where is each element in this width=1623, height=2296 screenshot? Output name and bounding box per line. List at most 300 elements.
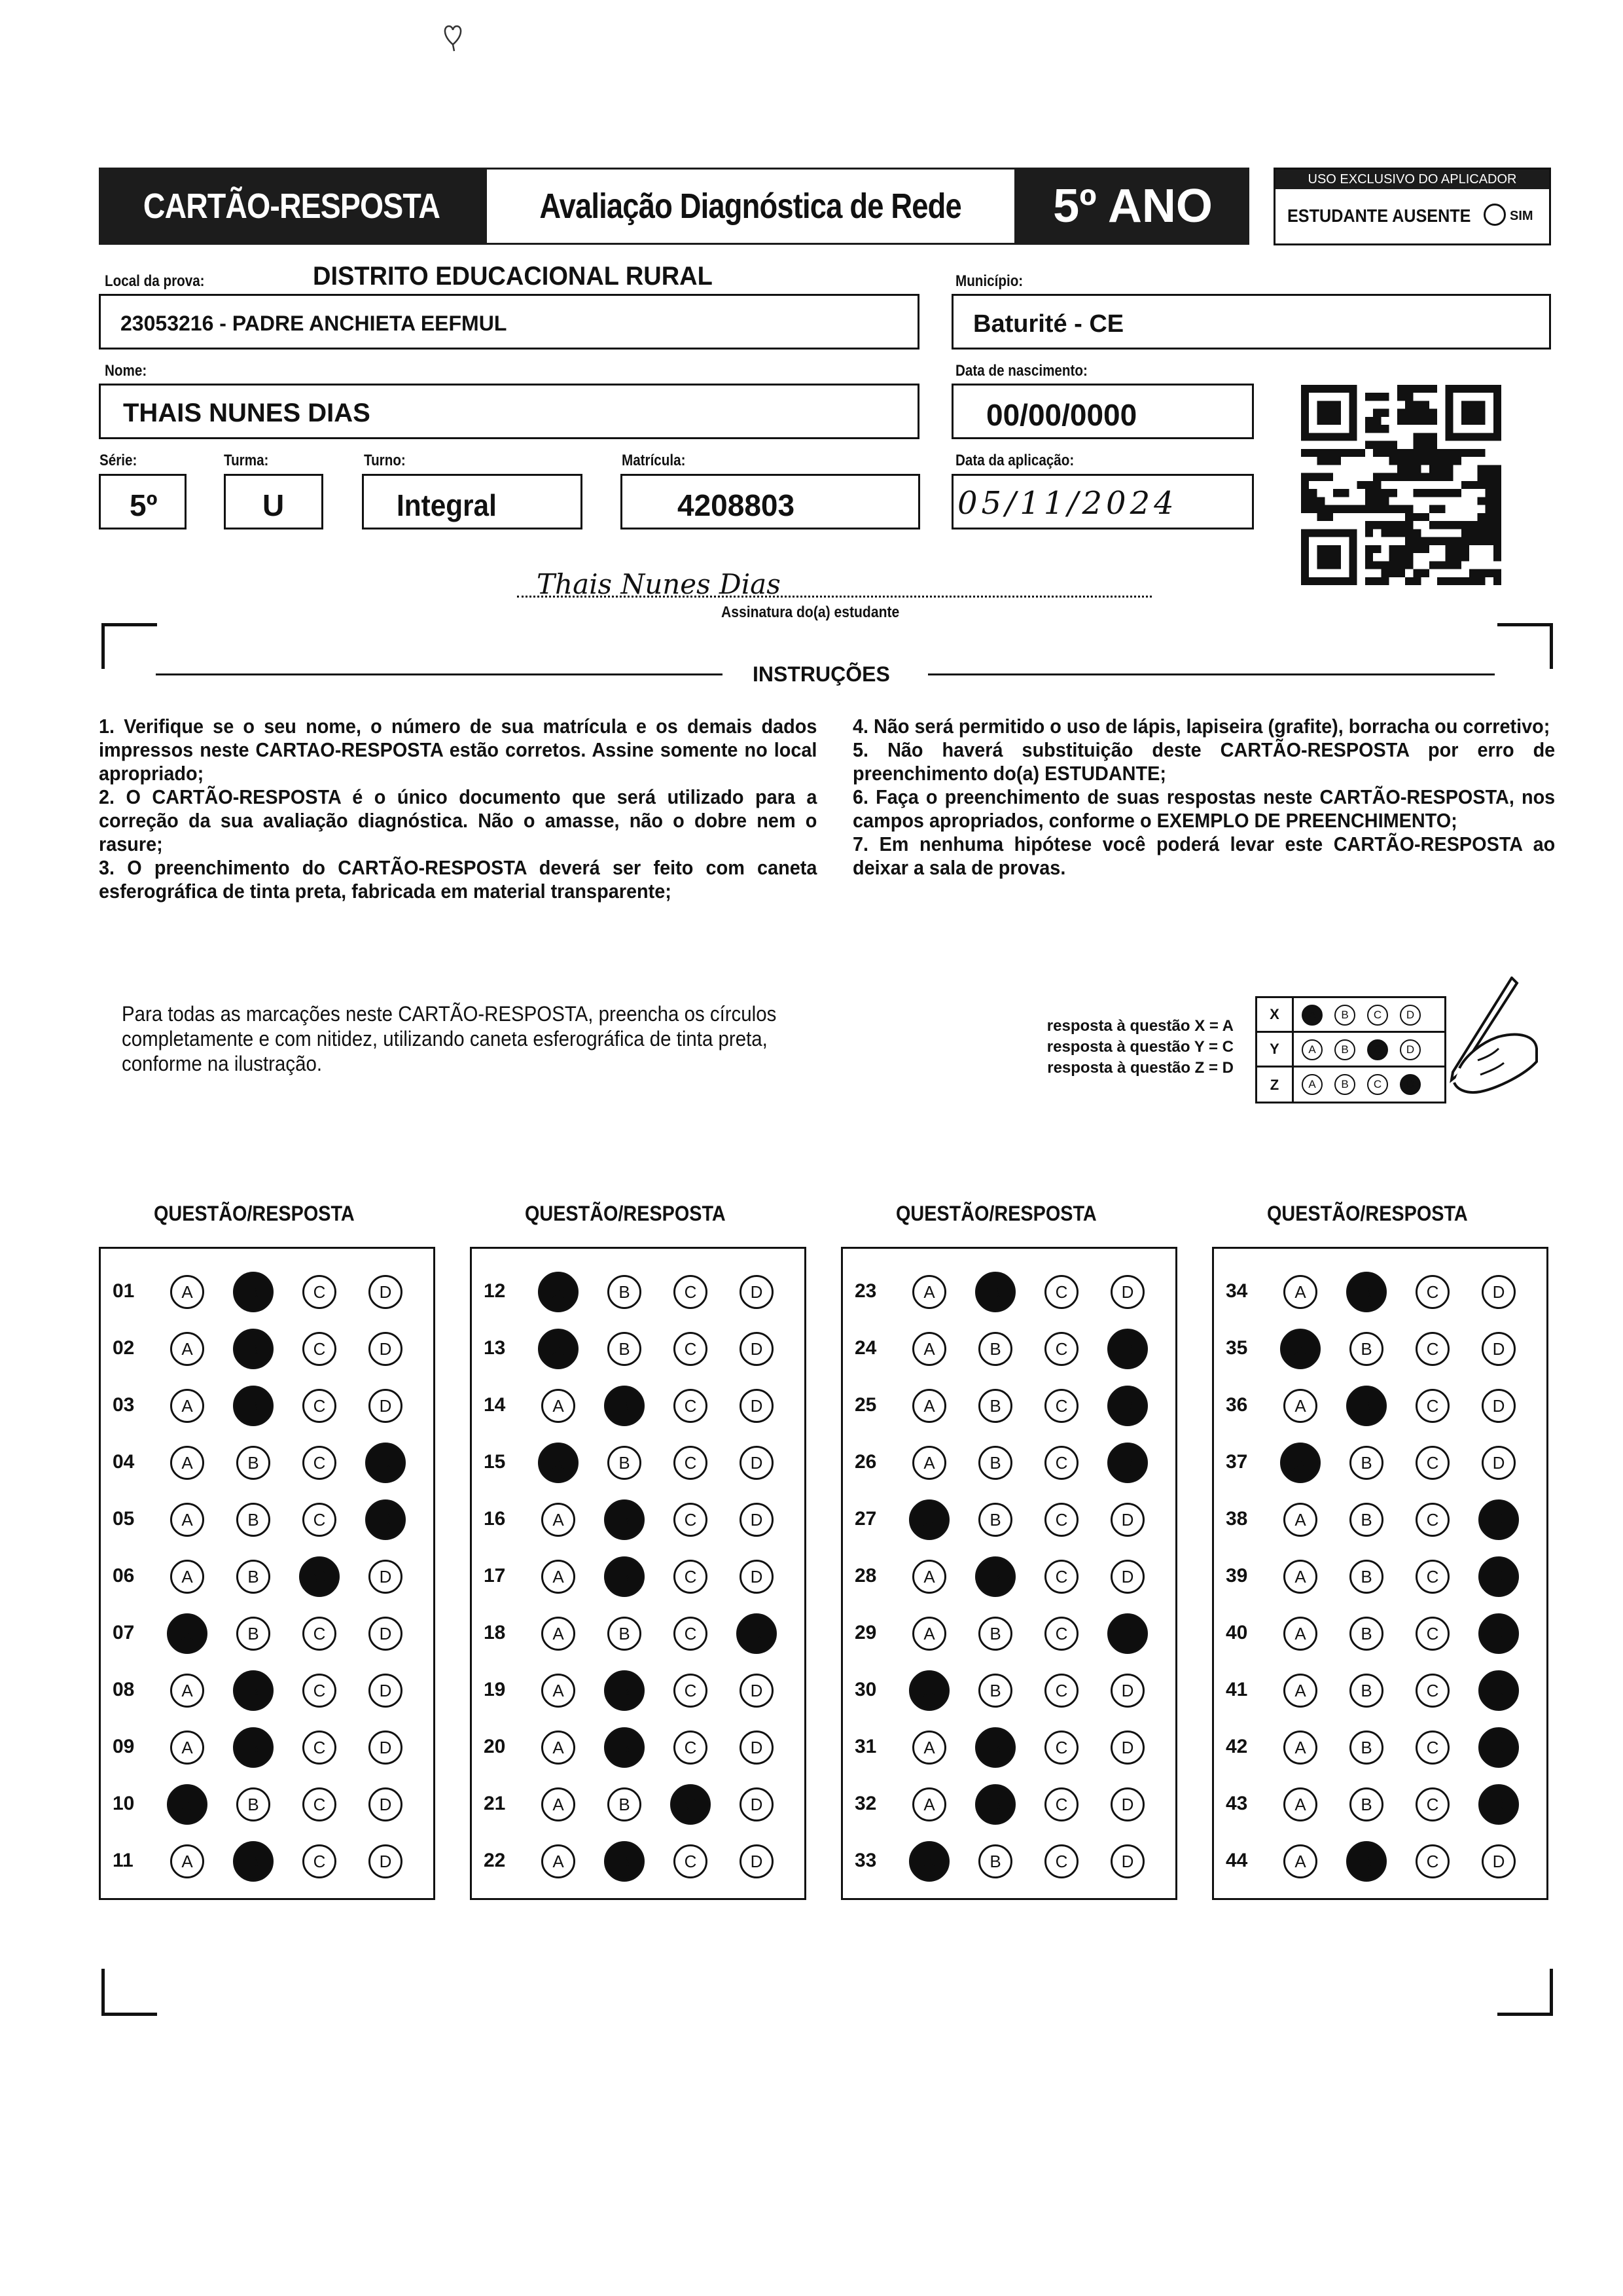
answer-bubble-c[interactable]: C <box>1044 1617 1079 1651</box>
question-row-32 <box>843 1784 1175 1823</box>
answer-bubble-c[interactable]: C <box>1416 1787 1450 1821</box>
answer-bubble-a[interactable]: A <box>541 1389 575 1423</box>
answer-bubble-c[interactable]: C <box>1416 1560 1450 1594</box>
answer-bubble-b[interactable]: B <box>236 1617 270 1651</box>
question-number: 39 <box>1226 1565 1248 1587</box>
matricula-value: 4208803 <box>677 488 795 522</box>
answer-bubble-c[interactable]: C <box>302 1446 336 1480</box>
question-row-15 <box>472 1442 804 1481</box>
answer-bubble-d[interactable]: D <box>1111 1503 1145 1537</box>
question-number: 03 <box>113 1394 135 1416</box>
answer-bubble-b[interactable]: B <box>607 1332 641 1366</box>
answer-bubble-a[interactable]: A <box>909 1499 950 1540</box>
question-row-10 <box>101 1784 433 1823</box>
corner-mark-br-v <box>1550 1969 1553 2016</box>
answer-bubble-d[interactable]: D <box>1478 1613 1519 1654</box>
answer-bubble-c[interactable]: C <box>1044 1674 1079 1708</box>
qr-code-icon <box>1301 385 1501 585</box>
instruction-2: 2. O CARTÃO-RESPOSTA é o único documento que será utilizado para a correção da sua avaliação diagnóstica. Não o amasse, não o dobre nem o rasure; <box>99 785 817 855</box>
question-number: 17 <box>484 1565 506 1587</box>
nome-field[interactable] <box>99 384 919 439</box>
answer-bubble-d[interactable]: D <box>368 1560 402 1594</box>
instructions-rule-left <box>156 673 722 675</box>
answer-bubble-c[interactable]: C <box>673 1731 707 1765</box>
answer-bubble-d[interactable]: D <box>1478 1727 1519 1768</box>
answer-bubble-d[interactable]: D <box>1107 1613 1148 1654</box>
question-number: 18 <box>484 1622 506 1643</box>
answer-bubble-d[interactable]: D <box>740 1844 774 1878</box>
question-number: 35 <box>1226 1337 1248 1359</box>
answer-bubble-d[interactable]: D <box>740 1787 774 1821</box>
question-row-16 <box>472 1499 804 1538</box>
answer-bubble-a[interactable]: A <box>912 1731 946 1765</box>
answer-bubble-d[interactable]: D <box>740 1332 774 1366</box>
question-number: 23 <box>855 1280 877 1302</box>
answer-bubble-c[interactable]: C <box>1416 1731 1450 1765</box>
question-number: 29 <box>855 1622 877 1643</box>
question-row-11 <box>101 1840 433 1880</box>
answer-bubble-a[interactable]: A <box>1283 1617 1317 1651</box>
answer-bubble-c[interactable]: C <box>1044 1332 1079 1366</box>
column-header: QUESTÃO/RESPOSTA <box>525 1202 726 1225</box>
answer-bubble-c[interactable]: C <box>1416 1503 1450 1537</box>
example-row-x <box>1257 998 1444 1033</box>
answer-bubble-a[interactable]: A <box>170 1275 204 1309</box>
answer-bubble-b[interactable]: B <box>604 1556 645 1597</box>
question-number: 42 <box>1226 1736 1248 1757</box>
answer-bubble-c[interactable]: C <box>1044 1844 1079 1878</box>
question-number: 31 <box>855 1736 877 1757</box>
example-bubble-b: B <box>1334 1074 1355 1095</box>
answer-bubble-b[interactable]: B <box>604 1841 645 1882</box>
answer-bubble-b[interactable]: B <box>975 1272 1016 1312</box>
answer-bubble-d[interactable]: D <box>1111 1844 1145 1878</box>
question-row-38 <box>1214 1499 1546 1538</box>
answer-bubble-d[interactable]: D <box>740 1389 774 1423</box>
question-row-25 <box>843 1385 1175 1424</box>
answer-bubble-c[interactable]: C <box>302 1332 336 1366</box>
question-number: 05 <box>113 1508 135 1530</box>
answer-bubble-b[interactable]: B <box>233 1727 274 1768</box>
example-bubble-b: B <box>1334 1039 1355 1060</box>
answer-bubble-a[interactable]: A <box>541 1674 575 1708</box>
answer-bubble-d[interactable]: D <box>365 1499 406 1540</box>
turno-label: Turno: <box>364 452 406 469</box>
answer-bubble-d[interactable]: D <box>1482 1446 1516 1480</box>
example-row-label: Z <box>1257 1067 1294 1102</box>
question-row-44 <box>1214 1840 1546 1880</box>
question-row-33 <box>843 1840 1175 1880</box>
instruction-6: 6. Faça o preenchimento de suas respostas neste CARTÃO-RESPOSTA, nos campos apropriados, conforme o EXEMPLO DE PREENCHIMENTO; <box>853 785 1556 832</box>
answer-bubble-b[interactable]: B <box>236 1560 270 1594</box>
answer-bubble-d[interactable]: D <box>1482 1332 1516 1366</box>
answer-bubble-b[interactable]: B <box>978 1674 1012 1708</box>
answer-bubble-b[interactable]: B <box>978 1617 1012 1651</box>
answer-bubble-a[interactable]: A <box>912 1787 946 1821</box>
answer-bubble-d[interactable]: D <box>740 1503 774 1537</box>
signature: Thais Nunes Dias <box>537 568 781 600</box>
example-bubble-d: D <box>1400 1039 1421 1060</box>
answer-bubble-c[interactable]: C <box>1044 1503 1079 1537</box>
answer-bubble-c[interactable]: C <box>673 1617 707 1651</box>
question-row-19 <box>472 1670 804 1709</box>
answer-bubble-b[interactable]: B <box>1349 1731 1383 1765</box>
question-row-43 <box>1214 1784 1546 1823</box>
answer-bubble-b[interactable]: B <box>978 1503 1012 1537</box>
question-row-14 <box>472 1385 804 1424</box>
answer-bubble-d[interactable]: D <box>736 1613 777 1654</box>
question-row-06 <box>101 1556 433 1595</box>
answer-bubble-c[interactable]: C <box>299 1556 340 1597</box>
answer-bubble-b[interactable]: B <box>607 1275 641 1309</box>
turno-value: Integral <box>397 488 497 522</box>
answer-bubble-d[interactable]: D <box>368 1275 402 1309</box>
turma-label: Turma: <box>224 452 269 469</box>
answer-bubble-d[interactable]: D <box>740 1275 774 1309</box>
answer-bubble-a[interactable]: A <box>912 1389 946 1423</box>
answer-bubble-a[interactable]: A <box>1280 1443 1321 1483</box>
answer-bubble-c[interactable]: C <box>302 1275 336 1309</box>
question-row-40 <box>1214 1613 1546 1652</box>
question-row-26 <box>843 1442 1175 1481</box>
answer-bubble-a[interactable]: A <box>912 1560 946 1594</box>
answer-bubble-a[interactable]: A <box>1283 1674 1317 1708</box>
answer-bubble-c[interactable]: C <box>1044 1275 1079 1309</box>
local-header: DISTRITO EDUCACIONAL RURAL <box>313 262 713 291</box>
example-legend-y: resposta à questão Y = C <box>1046 1038 1234 1056</box>
hand-pen-icon <box>1420 977 1538 1107</box>
answer-bubble-b[interactable]: B <box>233 1329 274 1369</box>
answer-bubble-a[interactable]: A <box>538 1272 579 1312</box>
answer-bubble-a[interactable]: A <box>912 1332 946 1366</box>
answer-bubble-c[interactable]: C <box>1416 1617 1450 1651</box>
answer-bubble-c[interactable]: C <box>673 1560 707 1594</box>
answer-bubble-a[interactable]: A <box>1280 1329 1321 1369</box>
answer-bubble-a[interactable]: A <box>538 1443 579 1483</box>
question-row-12 <box>472 1271 804 1310</box>
municipio-value: Baturité - CE <box>973 310 1124 338</box>
question-row-03 <box>101 1385 433 1424</box>
turno-field[interactable] <box>362 474 582 529</box>
answer-bubble-d[interactable]: D <box>1111 1560 1145 1594</box>
answer-bubble-b[interactable]: B <box>604 1386 645 1426</box>
answer-bubble-c[interactable]: C <box>673 1446 707 1480</box>
serie-label: Série: <box>99 452 137 469</box>
answer-bubble-b[interactable]: B <box>1349 1446 1383 1480</box>
serie-value: 5º <box>130 488 158 522</box>
answer-bubble-d[interactable]: D <box>1111 1275 1145 1309</box>
corner-mark-tl-v <box>101 623 105 669</box>
question-row-09 <box>101 1727 433 1766</box>
answer-bubble-a[interactable]: A <box>1283 1560 1317 1594</box>
aplicacao-value: 05/11/2024 <box>957 485 1178 522</box>
answer-bubble-c[interactable]: C <box>1416 1446 1450 1480</box>
question-number: 06 <box>113 1565 135 1587</box>
answer-bubble-d[interactable]: D <box>1478 1784 1519 1825</box>
question-row-21 <box>472 1784 804 1823</box>
answer-bubble-b[interactable]: B <box>1349 1503 1383 1537</box>
question-number: 44 <box>1226 1850 1248 1871</box>
answer-bubble-a[interactable]: A <box>912 1446 946 1480</box>
instructions-rule-right <box>928 673 1495 675</box>
answer-bubble-d[interactable]: D <box>1478 1499 1519 1540</box>
signature-label: Assinatura do(a) estudante <box>721 603 900 621</box>
corner-mark-bl <box>101 2013 157 2016</box>
answer-bubble-d[interactable]: D <box>365 1443 406 1483</box>
answer-bubble-a[interactable]: A <box>167 1784 207 1825</box>
answer-bubble-c[interactable]: C <box>673 1275 707 1309</box>
example-row-label: X <box>1257 998 1294 1031</box>
answer-bubble-d[interactable]: D <box>368 1617 402 1651</box>
answer-bubble-c[interactable]: C <box>1416 1674 1450 1708</box>
serie-field[interactable] <box>99 474 187 529</box>
example-bubble-d: D <box>1400 1005 1421 1026</box>
answer-bubble-b[interactable]: B <box>975 1556 1016 1597</box>
example-bubble-c: C <box>1367 1074 1388 1095</box>
question-row-17 <box>472 1556 804 1595</box>
nome-value: THAIS NUNES DIAS <box>123 399 370 427</box>
question-number: 01 <box>113 1280 135 1302</box>
matricula-label: Matrícula: <box>622 452 686 469</box>
example-bubble-a: A <box>1302 1039 1323 1060</box>
answer-bubble-b[interactable]: B <box>978 1332 1012 1366</box>
answer-bubble-b[interactable]: B <box>233 1386 274 1426</box>
answer-bubble-d[interactable]: D <box>1482 1275 1516 1309</box>
question-number: 04 <box>113 1451 135 1473</box>
answer-bubble-b[interactable]: B <box>1346 1386 1387 1426</box>
answer-bubble-d[interactable]: D <box>1482 1844 1516 1878</box>
answer-bubble-b[interactable]: B <box>236 1503 270 1537</box>
answer-bubble-b[interactable]: B <box>978 1844 1012 1878</box>
answer-bubble-a[interactable]: A <box>541 1844 575 1878</box>
municipio-field[interactable] <box>952 294 1551 350</box>
answer-bubble-c[interactable]: C <box>1416 1275 1450 1309</box>
answer-bubble-b[interactable]: B <box>233 1670 274 1711</box>
answer-bubble-b[interactable]: B <box>233 1272 274 1312</box>
question-row-39 <box>1214 1556 1546 1595</box>
answer-bubble-b[interactable]: B <box>1346 1841 1387 1882</box>
answer-bubble-a[interactable]: A <box>1283 1389 1317 1423</box>
answer-bubble-a[interactable]: A <box>170 1731 204 1765</box>
answer-bubble-c[interactable]: C <box>1416 1844 1450 1878</box>
question-number: 32 <box>855 1793 877 1814</box>
question-number: 10 <box>113 1793 135 1814</box>
answer-bubble-d[interactable]: D <box>368 1674 402 1708</box>
answer-bubble-d[interactable]: D <box>1478 1670 1519 1711</box>
answer-bubble-a[interactable]: A <box>1283 1787 1317 1821</box>
card-title-banner <box>99 168 485 245</box>
signature-line <box>517 596 1152 598</box>
answer-bubble-d[interactable]: D <box>740 1560 774 1594</box>
answer-bubble-a[interactable]: A <box>1283 1503 1317 1537</box>
answer-bubble-b[interactable]: B <box>1349 1787 1383 1821</box>
column-header: QUESTÃO/RESPOSTA <box>1267 1202 1468 1225</box>
answer-bubble-c[interactable]: C <box>1044 1731 1079 1765</box>
question-row-07 <box>101 1613 433 1652</box>
answer-bubble-a[interactable]: A <box>912 1617 946 1651</box>
answer-bubble-d[interactable]: D <box>368 1332 402 1366</box>
answer-bubble-b[interactable]: B <box>1349 1674 1383 1708</box>
aplicacao-label: Data da aplicação: <box>955 452 1075 469</box>
answer-bubble-a[interactable]: A <box>909 1841 950 1882</box>
matricula-field[interactable] <box>620 474 920 529</box>
answer-bubble-b[interactable]: B <box>236 1446 270 1480</box>
answer-bubble-d[interactable]: D <box>368 1389 402 1423</box>
example-row-y <box>1257 1033 1444 1067</box>
answer-bubble-d[interactable]: D <box>1478 1556 1519 1597</box>
exam-title: Avaliação Diagnóstica de Rede <box>539 187 962 226</box>
answer-bubble-c[interactable]: C <box>302 1617 336 1651</box>
question-row-29 <box>843 1613 1175 1652</box>
answer-bubble-c[interactable]: C <box>1416 1389 1450 1423</box>
question-row-34 <box>1214 1271 1546 1310</box>
question-number: 12 <box>484 1280 506 1302</box>
answer-bubble-c[interactable]: C <box>673 1332 707 1366</box>
answer-bubble-d[interactable]: D <box>1111 1787 1145 1821</box>
answer-bubble-c[interactable]: C <box>302 1844 336 1878</box>
answer-bubble-c[interactable]: C <box>302 1503 336 1537</box>
answer-bubble-d[interactable]: D <box>740 1674 774 1708</box>
answer-bubble-d[interactable]: D <box>740 1446 774 1480</box>
answer-bubble-b[interactable]: B <box>1346 1272 1387 1312</box>
answer-bubble-b[interactable]: B <box>604 1670 645 1711</box>
turma-field[interactable] <box>224 474 323 529</box>
answer-bubble-d[interactable]: D <box>1482 1389 1516 1423</box>
answer-bubble-d[interactable]: D <box>1111 1731 1145 1765</box>
question-number: 26 <box>855 1451 877 1473</box>
answer-bubble-d[interactable]: D <box>1107 1386 1148 1426</box>
estudante-ausente-bubble[interactable] <box>1484 204 1506 226</box>
answer-bubble-c[interactable]: C <box>302 1787 336 1821</box>
answer-bubble-c[interactable]: C <box>670 1784 711 1825</box>
answer-bubble-c[interactable]: C <box>302 1389 336 1423</box>
answer-bubble-c[interactable]: C <box>1044 1446 1079 1480</box>
answer-bubble-a[interactable]: A <box>1283 1275 1317 1309</box>
answer-bubble-a[interactable]: A <box>909 1670 950 1711</box>
answer-bubble-c[interactable]: C <box>673 1844 707 1878</box>
answer-bubble-b[interactable]: B <box>607 1617 641 1651</box>
sim-label: SIM <box>1510 209 1533 223</box>
answer-bubble-a[interactable]: A <box>170 1844 204 1878</box>
answer-bubble-a[interactable]: A <box>170 1503 204 1537</box>
question-row-08 <box>101 1670 433 1709</box>
answer-bubble-c[interactable]: C <box>302 1674 336 1708</box>
answer-bubble-d[interactable]: D <box>1107 1443 1148 1483</box>
answer-bubble-d[interactable]: D <box>740 1731 774 1765</box>
question-row-05 <box>101 1499 433 1538</box>
answer-bubble-d[interactable]: D <box>368 1787 402 1821</box>
nascimento-field[interactable] <box>952 384 1254 439</box>
question-number: 14 <box>484 1394 506 1416</box>
answer-bubble-c[interactable]: C <box>1044 1389 1079 1423</box>
answer-bubble-a[interactable]: A <box>538 1329 579 1369</box>
corner-mark-tl <box>101 623 157 626</box>
question-row-01 <box>101 1271 433 1310</box>
question-row-13 <box>472 1328 804 1367</box>
answer-bubble-b[interactable]: B <box>604 1727 645 1768</box>
answer-bubble-a[interactable]: A <box>167 1613 207 1654</box>
question-row-23 <box>843 1271 1175 1310</box>
answer-bubble-a[interactable]: A <box>170 1674 204 1708</box>
answer-bubble-d[interactable]: D <box>368 1731 402 1765</box>
answer-bubble-a[interactable]: A <box>541 1503 575 1537</box>
question-number: 15 <box>484 1451 506 1473</box>
question-number: 38 <box>1226 1508 1248 1530</box>
answer-bubble-c[interactable]: C <box>1044 1787 1079 1821</box>
answer-bubble-b[interactable]: B <box>1349 1560 1383 1594</box>
answer-bubble-c[interactable]: C <box>673 1503 707 1537</box>
answer-bubble-b[interactable]: B <box>233 1841 274 1882</box>
question-number: 33 <box>855 1850 877 1871</box>
answer-bubble-a[interactable]: A <box>541 1617 575 1651</box>
answer-bubble-b[interactable]: B <box>975 1727 1016 1768</box>
example-legend-x: resposta à questão X = A <box>1046 1017 1234 1035</box>
answer-bubble-b[interactable]: B <box>978 1389 1012 1423</box>
example-bubble-d: D <box>1400 1074 1421 1095</box>
exam-title-banner <box>485 168 1016 245</box>
question-number: 11 <box>113 1850 134 1871</box>
answer-bubble-a[interactable]: A <box>170 1332 204 1366</box>
example-bubble-c: C <box>1367 1005 1388 1026</box>
answer-bubble-b[interactable]: B <box>236 1787 270 1821</box>
answer-bubble-c[interactable]: C <box>673 1389 707 1423</box>
answer-bubble-c[interactable]: C <box>1416 1332 1450 1366</box>
heart-doodle-icon <box>440 20 466 52</box>
answer-bubble-a[interactable]: A <box>912 1275 946 1309</box>
answer-bubble-b[interactable]: B <box>607 1787 641 1821</box>
question-row-37 <box>1214 1442 1546 1481</box>
answer-bubble-a[interactable]: A <box>170 1560 204 1594</box>
column-header: QUESTÃO/RESPOSTA <box>154 1202 355 1225</box>
example-row-z <box>1257 1067 1444 1102</box>
answer-bubble-d[interactable]: D <box>368 1844 402 1878</box>
answer-bubble-c[interactable]: C <box>1044 1560 1079 1594</box>
answer-bubble-a[interactable]: A <box>541 1560 575 1594</box>
answer-bubble-b[interactable]: B <box>1349 1617 1383 1651</box>
nome-label: Nome: <box>105 362 147 380</box>
answer-bubble-d[interactable]: D <box>1107 1329 1148 1369</box>
question-row-24 <box>843 1328 1175 1367</box>
question-row-27 <box>843 1499 1175 1538</box>
question-row-31 <box>843 1727 1175 1766</box>
answer-bubble-a[interactable]: A <box>170 1446 204 1480</box>
answer-bubble-a[interactable]: A <box>541 1731 575 1765</box>
answer-bubble-b[interactable]: B <box>1349 1332 1383 1366</box>
corner-mark-br <box>1497 2013 1553 2016</box>
answer-bubble-c[interactable]: C <box>673 1674 707 1708</box>
instruction-1: 1. Verifique se o seu nome, o número de sua matrícula e os demais dados impressos neste CARTAO-RESPOSTA estão corretos. Assine somente no local apropriado; <box>99 715 817 785</box>
answer-bubble-a[interactable]: A <box>1283 1844 1317 1878</box>
local-label: Local da prova: <box>105 272 205 290</box>
answer-bubble-b[interactable]: B <box>607 1446 641 1480</box>
answer-bubble-b[interactable]: B <box>975 1784 1016 1825</box>
instructions-right <box>853 715 1555 880</box>
answer-bubble-d[interactable]: D <box>1111 1674 1145 1708</box>
example-bubble-a: A <box>1302 1074 1323 1095</box>
local-field[interactable] <box>99 294 919 350</box>
question-number: 43 <box>1226 1793 1248 1814</box>
aplicador-box <box>1274 168 1551 245</box>
aplicacao-field[interactable] <box>952 474 1254 529</box>
answer-bubble-a[interactable]: A <box>170 1389 204 1423</box>
answer-bubble-b[interactable]: B <box>978 1446 1012 1480</box>
answer-bubble-c[interactable]: C <box>302 1731 336 1765</box>
instruction-4: 4. Não será permitido o uso de lápis, lapiseira (grafite), borracha ou corretivo; <box>853 715 1550 738</box>
question-row-36 <box>1214 1385 1546 1424</box>
answer-bubble-a[interactable]: A <box>541 1787 575 1821</box>
answer-bubble-b[interactable]: B <box>604 1499 645 1540</box>
answer-bubble-a[interactable]: A <box>1283 1731 1317 1765</box>
